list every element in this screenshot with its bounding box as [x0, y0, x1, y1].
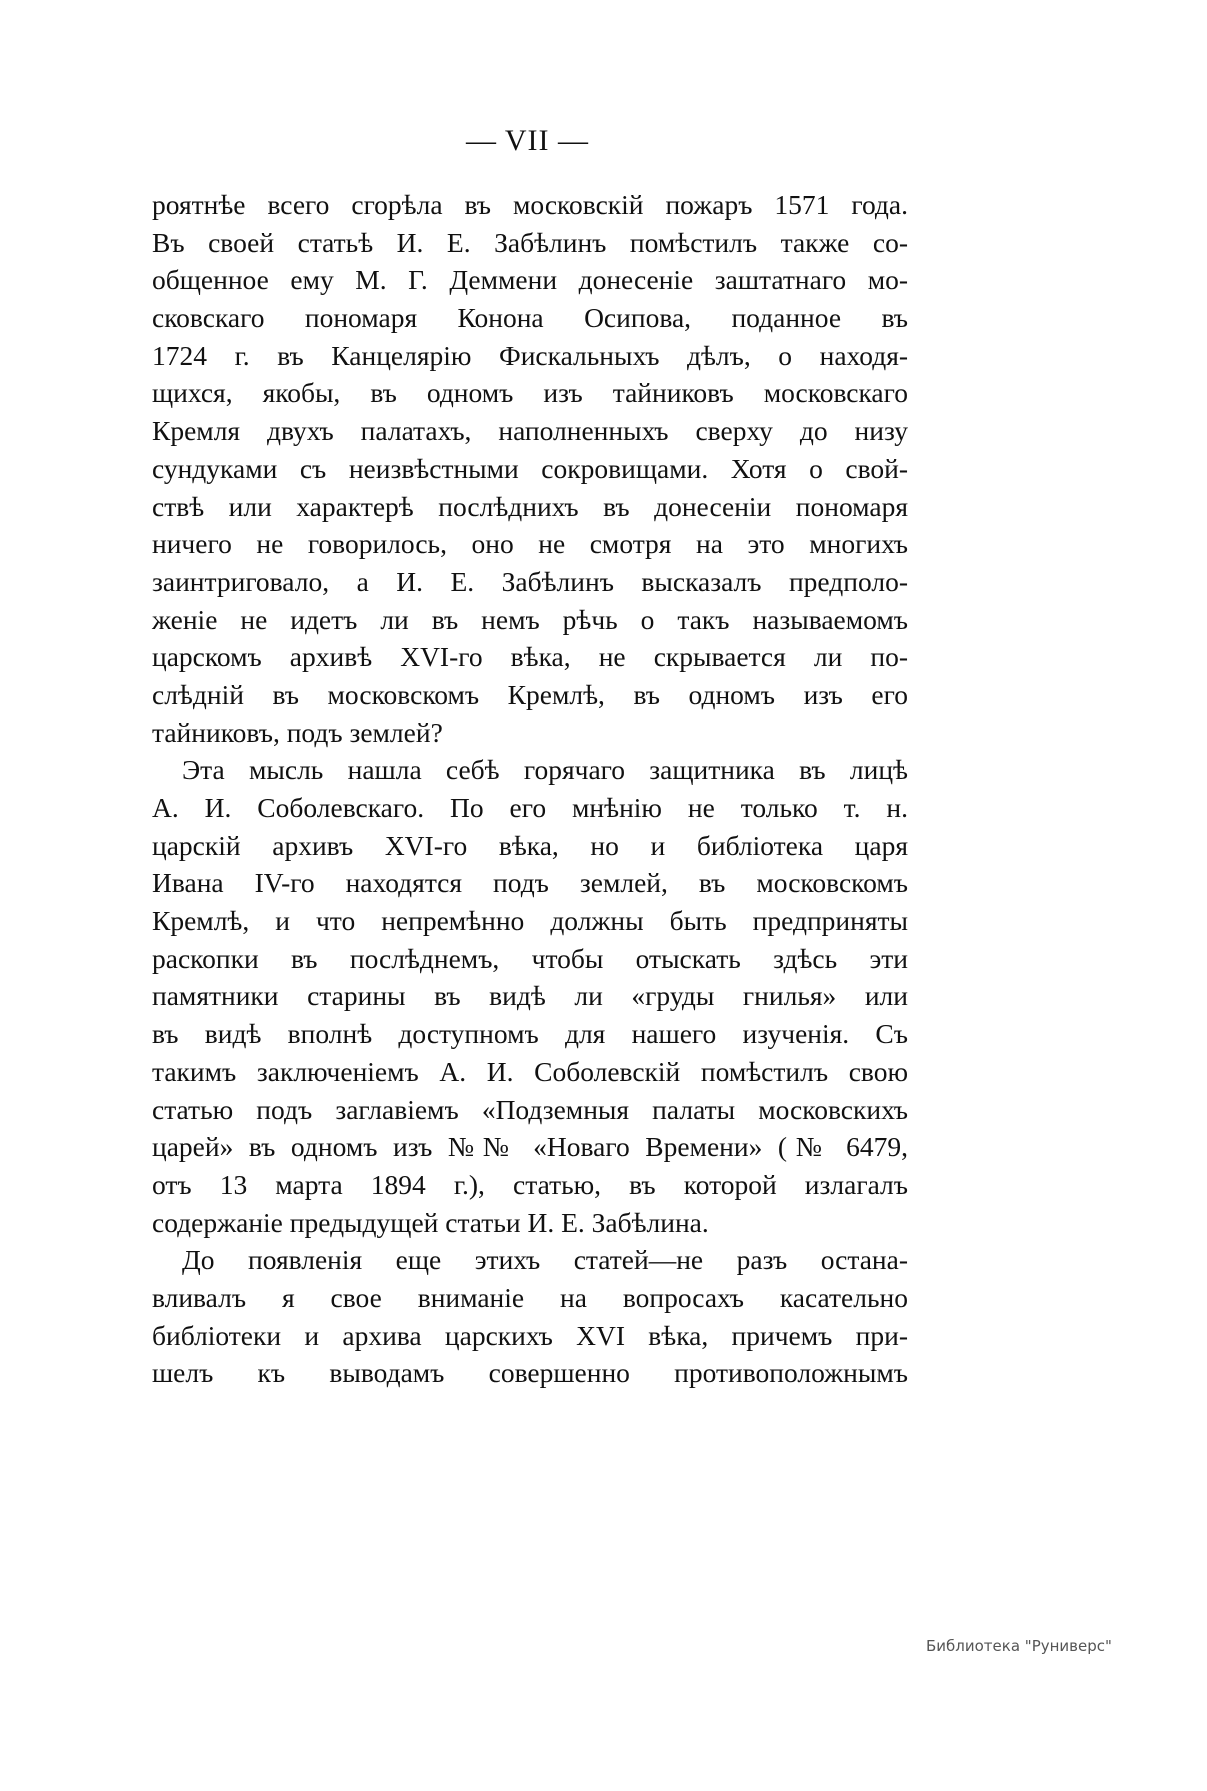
text-line: ничего не говорилось, оно не смотря на это многихъ	[152, 528, 908, 560]
text-line: въ видѣ вполнѣ доступномъ для нашего изученія. Съ	[152, 1018, 908, 1050]
text-line: Эта мысль нашла себѣ горячаго защитника въ лицѣ	[182, 754, 908, 786]
text-line: вливалъ я свое вниманіе на вопросахъ касательно	[152, 1281, 908, 1313]
text-line: царскомъ архивѣ XVI-го вѣка, не скрывается ли по-	[152, 641, 908, 673]
text-line: ствѣ или характерѣ послѣднихъ въ донесеніи пономаря	[152, 490, 908, 522]
paragraph	[152, 751, 908, 1241]
text-line: такимъ заключеніемъ А. И. Соболевскій помѣстилъ свою	[152, 1055, 908, 1087]
text-line: заинтриговало, а И. Е. Забѣлинъ высказалъ предполо-	[152, 565, 908, 597]
paragraph	[152, 1241, 908, 1392]
text-line: памятники старины въ видѣ ли «груды гнилья» или	[152, 980, 908, 1012]
text-line: слѣдній въ московскомъ Кремлѣ, въ одномъ изъ его	[152, 678, 908, 710]
text-line: щихся, якобы, въ одномъ изъ тайниковъ московскаго	[152, 377, 908, 409]
paragraph	[152, 186, 908, 751]
text-line: женіе не идетъ ли въ немъ рѣчь о такъ называемомъ	[152, 603, 908, 635]
text-line: Въ своей статьѣ И. Е. Забѣлинъ помѣстилъ также со-	[152, 226, 908, 258]
text-line: общенное ему М. Г. Деммени донесеніе заштатнаго мо-	[152, 264, 908, 296]
text-line: 1724 г. въ Канцелярію Фискальныхъ дѣлъ, о находя-	[152, 339, 908, 371]
text-line: До появленія еще этихъ статей—не разъ остана-	[182, 1244, 908, 1276]
page-number: — VII —	[465, 124, 590, 157]
text-line: Кремля двухъ палатахъ, наполненныхъ сверху до низу	[152, 415, 908, 447]
text-line: царей» въ одномъ изъ №№ «Новаго Времени» (№ 6479,	[152, 1131, 908, 1163]
text-line: содержаніе предыдущей статьи И. Е. Забѣлина.	[152, 1206, 709, 1238]
text-line: сундуками съ неизвѣстными сокровищами. Хотя о свой-	[152, 452, 908, 484]
text-line: тайниковъ, подъ землей?	[152, 716, 443, 748]
text-line: статью подъ заглавіемъ «Подземныя палаты московскихъ	[152, 1093, 908, 1125]
text-line: А. И. Соболевскаго. По его мнѣнію не только т. н.	[152, 792, 908, 823]
text-line: раскопки въ послѣднемъ, чтобы отыскать здѣсь эти	[152, 942, 908, 974]
text-line: шелъ къ выводамъ совершенно противоположнымъ	[152, 1357, 908, 1389]
text-line: библіотеки и архива царскихъ XVI вѣка, причемъ при-	[152, 1319, 908, 1351]
text-line: Кремлѣ, и что непремѣнно должны быть предприняты	[152, 905, 908, 937]
text-line: сковскаго пономаря Конона Осипова, поданное въ	[152, 302, 908, 334]
text-line: Ивана IV-го находятся подъ землей, въ московскомъ	[152, 867, 908, 899]
library-watermark: Библиотека "Руниверс"	[926, 1637, 1112, 1655]
text-line: роятнѣе всего сгорѣла въ московскій пожаръ 1571 года.	[152, 189, 908, 220]
body-text	[152, 186, 908, 1392]
text-line: царскій архивъ XVI-го вѣка, но и библіотека царя	[152, 829, 908, 861]
text-line: отъ 13 марта 1894 г.), статью, въ которой излагалъ	[152, 1168, 908, 1200]
